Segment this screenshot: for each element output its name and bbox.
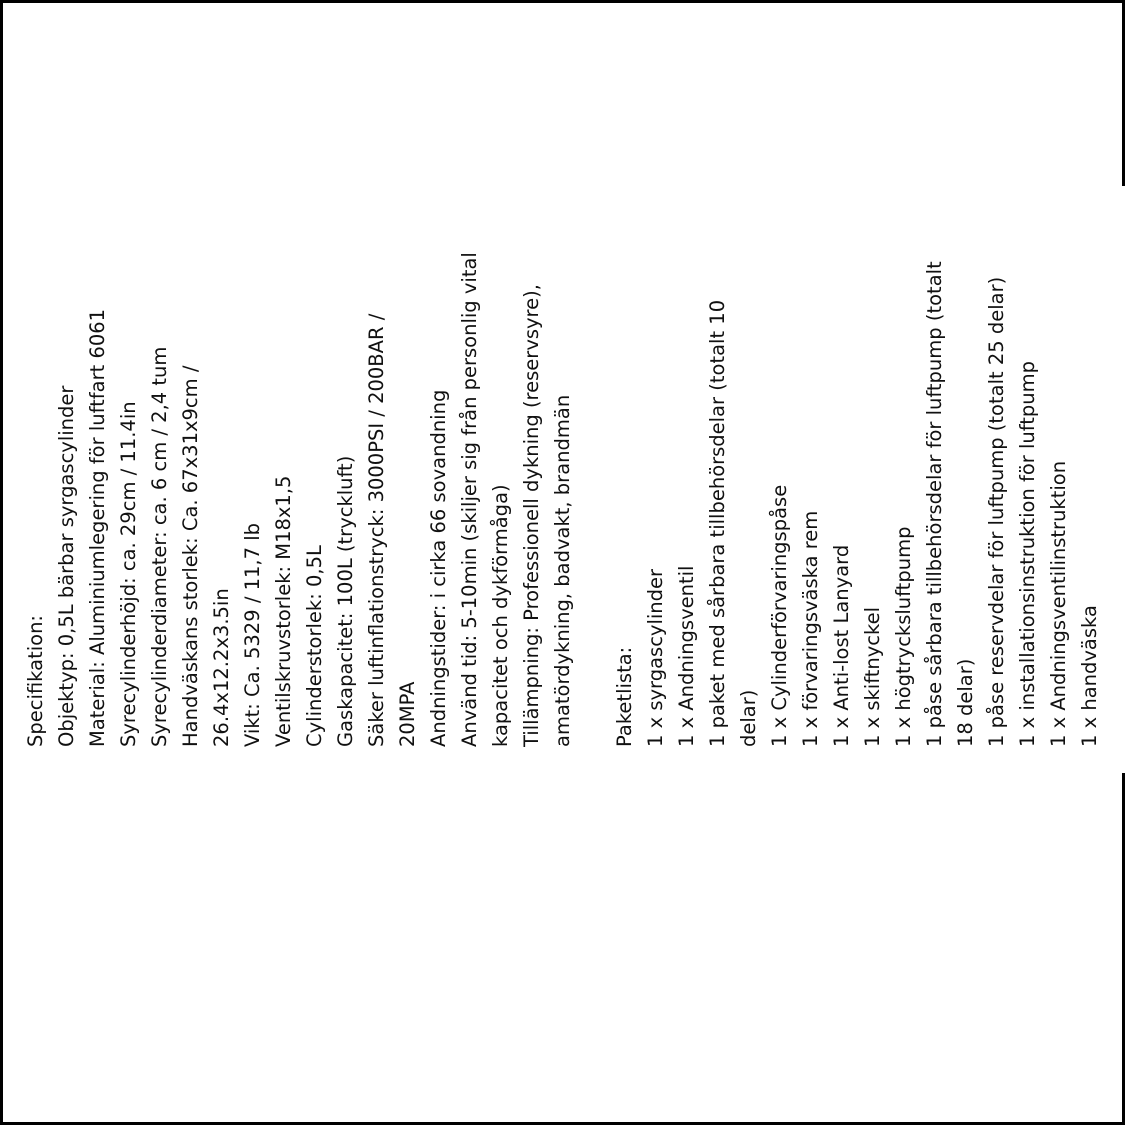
specification-heading: Specifikation: [24, 615, 47, 747]
specification-line: Gaskapacitet: 100L (tryckluft) [334, 455, 357, 747]
package-heading: Paketlista: [613, 646, 636, 747]
specification-line: Använd tid: 5-10min (skiljer sig från personlig vital [458, 252, 481, 747]
product-description [20, 187, 1105, 747]
package-item: 18 delar) [954, 658, 977, 747]
specification-line: Cylinderstorlek: 0,5L [303, 545, 326, 747]
specification-line: kapacitet och dykförmåga) [489, 484, 512, 747]
package-item: 1 paket med sårbara tillbehörsdelar (totalt 10 [706, 299, 729, 747]
specification-list [51, 187, 578, 747]
package-item: 1 x högtrycksluftpump [892, 526, 915, 747]
specification-line: Tillämpning: Professionell dykning (reservsyre), [520, 284, 543, 747]
package-list [640, 187, 1105, 747]
package-item: 1 x installationsinstruktion för luftpump [1016, 360, 1039, 747]
package-item: 1 x skiftnyckel [861, 606, 884, 747]
specification-line: Material: Aluminiumlegering för luftfart 6061 [86, 308, 109, 747]
package-item: 1 x Andningsventil [675, 565, 698, 747]
package-item: 1 x Cylinderförvaringspåse [768, 484, 791, 747]
specification-line: amatördykning, badvakt, brandmän [551, 394, 574, 747]
specification-line: Vikt: Ca. 5329 / 11,7 lb [241, 522, 264, 747]
package-item: 1 x Andningsventilinstruktion [1047, 460, 1070, 747]
specification-line: Syrecylinderdiameter: ca. 6 cm / 2,4 tum [148, 346, 171, 747]
package-item: 1 påse reservdelar för luftpump (totalt 25 delar) [985, 276, 1008, 747]
package-item: 1 x syrgascylinder [644, 568, 667, 747]
section-spacer [578, 187, 609, 747]
specification-line: Handväskans storlek: Ca. 67x31x9cm / [179, 365, 202, 747]
package-item: 1 x Anti-lost Lanyard [830, 544, 853, 747]
package-item: 1 påse sårbara tillbehörsdelar för luftpump (totalt [923, 261, 946, 747]
specification-line: Syrecylinderhöjd: ca. 29cm / 11.4in [117, 401, 140, 747]
package-item: 1 x förvaringsväska rem [799, 510, 822, 747]
specification-line: 20MPA [396, 681, 419, 747]
specification-line: Objektyp: 0,5L bärbar syrgascylinder [55, 385, 78, 747]
package-item: 1 x handväska [1078, 605, 1101, 747]
specification-line: Säker luftinflationstryck: 3000PSI / 200BAR / [365, 313, 388, 747]
specification-line: 26.4x12.2x3.5in [210, 588, 233, 747]
rotated-text-panel [8, 7, 1123, 1117]
specification-line: Andningstider: i cirka 66 sovandning [427, 389, 450, 747]
package-item: delar) [737, 689, 760, 747]
specification-line: Ventilskruvstorlek: M18x1,5 [272, 475, 295, 747]
